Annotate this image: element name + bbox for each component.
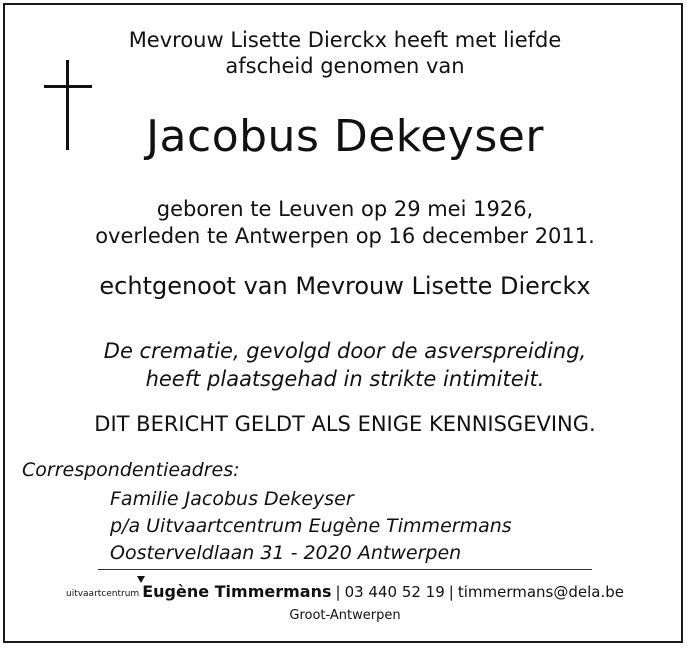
intro-line: afscheid genomen van <box>225 54 465 78</box>
address-line: Familie Jacobus Dekeyser <box>110 488 354 510</box>
notice-statement: DIT BERICHT GELDT ALS ENIGE KENNISGEVING. <box>94 412 596 436</box>
cross-horizontal-bar <box>44 85 92 88</box>
email-link[interactable]: timmermans@dela.be <box>457 583 625 601</box>
cremation-line: heeft plaatsgehad in strikte intimiteit. <box>145 367 545 391</box>
separator: | <box>448 583 454 601</box>
brand-name-text: Eugène Timmermans <box>142 582 332 601</box>
deceased-name: Jacobus Dekeyser <box>146 111 544 162</box>
cremation-line: De crematie, gevolgd door de asverspreiding, <box>103 339 587 363</box>
correspondence-label: Correspondentieadres: <box>22 459 240 481</box>
brand-small-label: uitvaartcentrum <box>65 589 140 599</box>
address-line: Oosterveldlaan 31 - 2020 Antwerpen <box>110 542 462 564</box>
funeral-home-footer <box>0 582 690 604</box>
footer-divider <box>98 569 592 570</box>
phone-number: 03 440 52 19 <box>344 583 445 601</box>
death-line: overleden te Antwerpen op 16 december 2011. <box>95 224 595 248</box>
region-label: Groot-Antwerpen <box>289 608 401 623</box>
spouse-line: echtgenoot van Mevrouw Lisette Dierckx <box>99 272 591 300</box>
intro-text <box>0 27 690 79</box>
correspondence-address <box>110 486 512 567</box>
birth-line: geboren te Leuven op 29 mei 1926, <box>156 197 534 221</box>
intro-line: Mevrouw Lisette Dierckx heeft met liefde <box>128 28 562 52</box>
brand-name <box>142 582 331 601</box>
address-line: p/a Uitvaartcentrum Eugène Timmermans <box>110 515 512 537</box>
cremation-text <box>0 337 690 393</box>
triangle-marker-icon <box>137 576 145 583</box>
separator: | <box>335 583 341 601</box>
life-dates <box>0 196 690 250</box>
